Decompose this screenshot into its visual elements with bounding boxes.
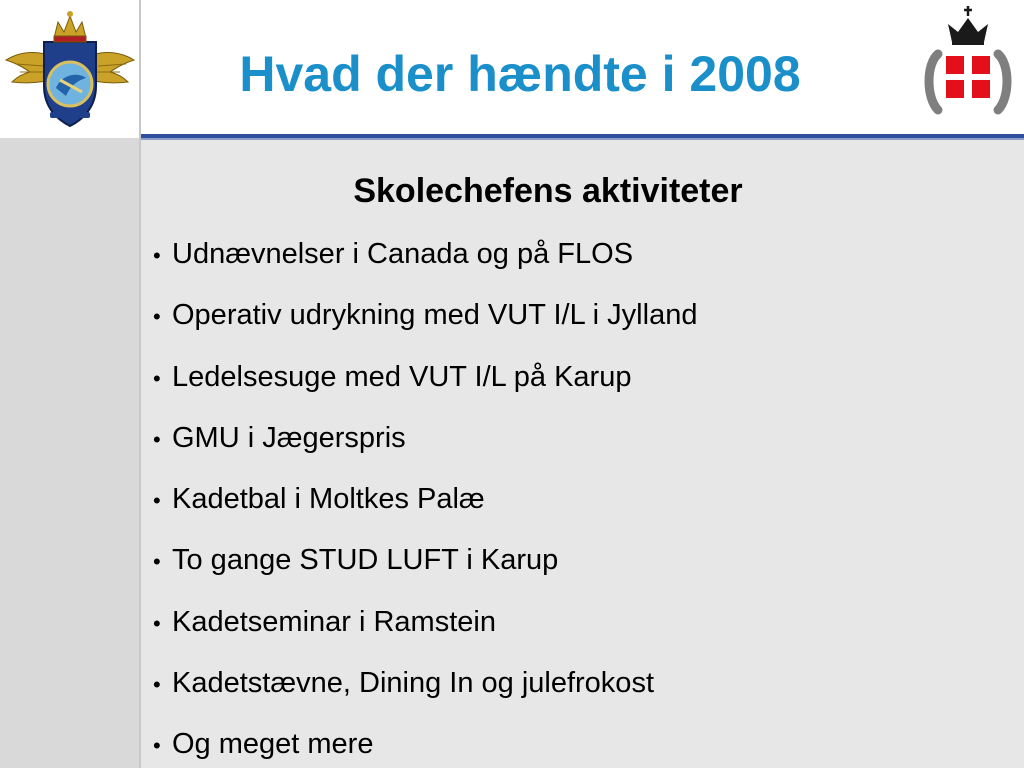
list-item (153, 418, 697, 479)
bullet-icon: • (153, 365, 161, 391)
content-panel (141, 140, 1024, 768)
list-item-text: GMU i Jægerspris (172, 421, 406, 454)
bullet-icon: • (153, 610, 161, 636)
bullet-list (153, 234, 697, 768)
list-item (153, 602, 697, 663)
bullet-icon: • (153, 549, 161, 575)
list-item-text: To gange STUD LUFT i Karup (172, 544, 559, 577)
slide-title: Hvad der hændte i 2008 (239, 46, 801, 102)
bullet-icon: • (153, 672, 161, 698)
bullet-icon: • (153, 304, 161, 330)
bullet-icon: • (153, 733, 161, 759)
danish-defence-crown-cross-icon (918, 2, 1018, 122)
list-item-text: Kadetstævne, Dining In og julefrokost (172, 667, 654, 700)
left-sidebar-strip (0, 138, 139, 768)
bullet-icon: • (153, 488, 161, 514)
list-item (153, 357, 697, 418)
list-item-text: Kadetseminar i Ramstein (172, 605, 496, 638)
bullet-icon: • (153, 243, 161, 268)
list-item (153, 295, 697, 356)
list-item-text: Udnævnelser i Canada og på FLOS (172, 238, 634, 270)
slide-header (0, 0, 1024, 136)
air-force-academy-crest-icon (4, 8, 136, 132)
list-item-text: Operativ udrykning med VUT I/L i Jylland (172, 299, 698, 332)
list-item (153, 663, 697, 724)
list-item-text: Ledelsesuge med VUT I/L på Karup (172, 360, 632, 393)
list-item (153, 540, 697, 601)
list-item (153, 724, 697, 768)
list-item (153, 479, 697, 540)
list-item-text: Kadetbal i Moltkes Palæ (172, 483, 485, 516)
slide-subtitle: Skolechefens aktiviteter (353, 172, 743, 210)
bullet-icon: • (153, 426, 161, 452)
list-item (153, 234, 697, 295)
list-item-text: Og meget mere (172, 728, 374, 761)
